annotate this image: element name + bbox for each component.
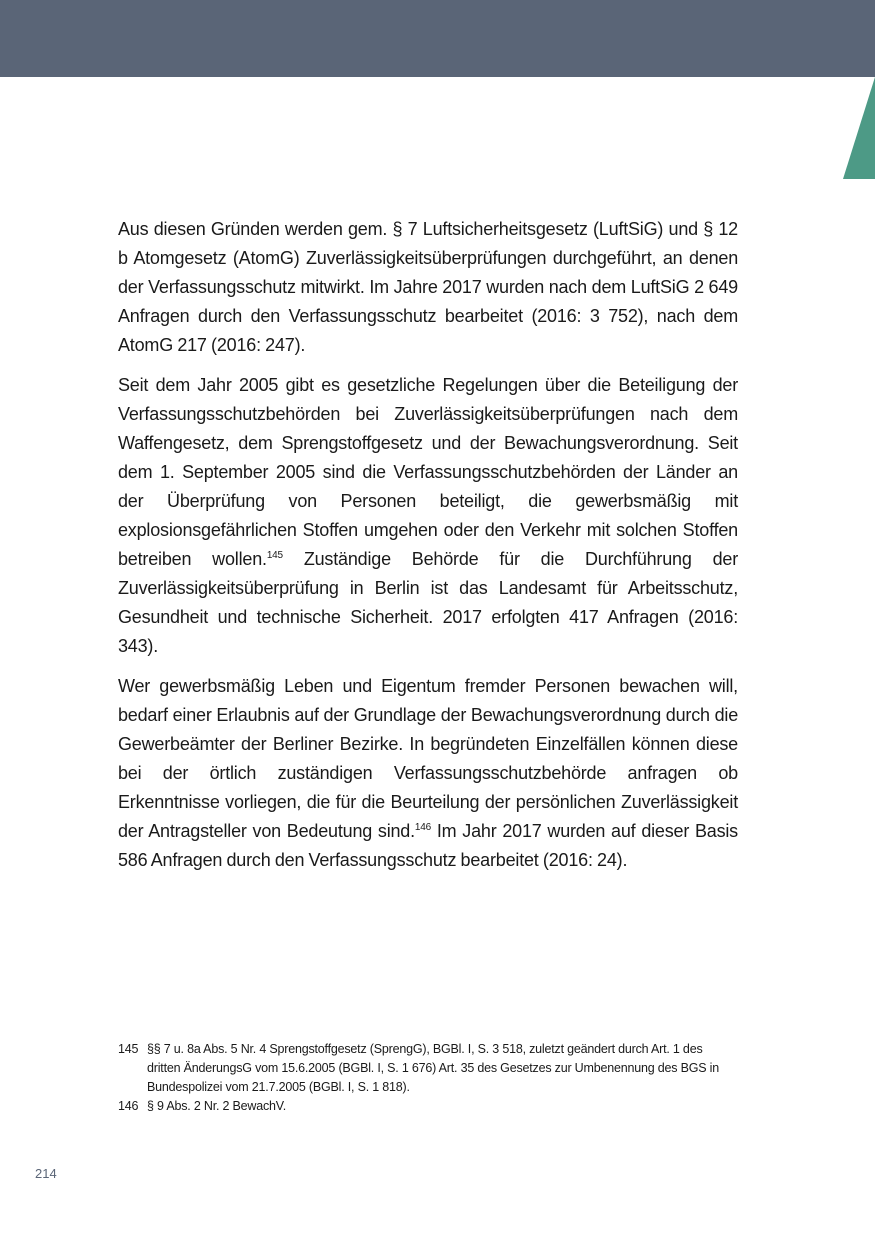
page-number: 214 — [35, 1166, 57, 1181]
body-text — [118, 215, 738, 886]
paragraph-2-text-after: Zuständige Behörde für die Durchführung der Zuverlässigkeitsüberprüfung in Berlin ist das Landesamt für Arbeitsschutz, Gesundheit und technische Sicherheit. 2017 erfolgten 417 Anfragen (2016: 343). — [118, 549, 738, 656]
paragraph-2 — [118, 371, 738, 661]
footnote-number: 145 — [118, 1042, 139, 1056]
paragraph-2-text-before: Seit dem Jahr 2005 gibt es gesetzliche Regelungen über die Beteiligung der Verfassungsschutzbehörden bei Zuverlässigkeitsüberprüfungen nach dem Waffengesetz, dem Sprengstoffgesetz und der Bewachungsverordnung. Seit dem 1. September 2005 sind die Verfassungsschutzbehörden der Länder an der Überprüfung von Personen beteiligt, die gewerbsmäßig mit explosionsgefährlichen Stoffen umgehen oder den Verkehr mit solchen Stoffen betreiben wollen. — [118, 375, 738, 569]
footnote-text: § 9 Abs. 2 Nr. 2 BewachV. — [147, 1099, 287, 1113]
header-band — [0, 0, 875, 77]
paragraph-1: Aus diesen Gründen werden gem. § 7 Luftsicherheitsgesetz (LuftSiG) und § 12 b Atomgesetz (AtomG) Zuverlässigkeitsüberprüfungen durchgeführt, an denen der Verfassungsschutz mitwirkt. Im Jahre 2017 wurden nach dem LuftSiG 2 649 Anfragen durch den Verfassungsschutz bearbeitet (2016: 3 752), nach dem AtomG 217 (2016: 247). — [118, 219, 738, 355]
footnotes — [118, 1040, 738, 1116]
chapter-marker-tab — [843, 77, 875, 179]
paragraph-3-text-before: Wer gewerbsmäßig Leben und Eigentum fremder Personen bewachen will, bedarf einer Erlaubnis auf der Grundlage der Bewachungsverordnung durch die Gewerbeämter der Berliner Bezirke. In begründeten Einzelfällen können diese bei der örtlich zuständigen Verfassungsschutzbehörde anfragen ob Erkenntnisse vorliegen, die für die Beurteilung der persönlichen Zuverlässigkeit der Antragsteller von Bedeutung sind. — [118, 676, 738, 841]
footnote-145 — [118, 1040, 738, 1097]
paragraph-3 — [118, 672, 738, 875]
footnote-ref-146[interactable]: 146 — [414, 822, 432, 833]
footnote-ref-145[interactable]: 145 — [266, 550, 283, 561]
footnote-text: §§ 7 u. 8a Abs. 5 Nr. 4 Sprengstoffgesetz (SprengG), BGBl. I, S. 3 518, zuletzt geändert durch Art. 1 des dritten ÄnderungsG vom 15.6.2005 (BGBl. I, S. 1 676) Art. 35 des Gesetzes zur Umbenennung des BGS in Bundespolizei vom 21.7.2005 (BGBl. I, S. 1 818). — [147, 1042, 719, 1094]
footnote-146 — [118, 1097, 738, 1116]
footnote-number: 146 — [118, 1099, 139, 1113]
paragraph-3-text-after: Im Jahr 2017 wurden auf dieser Basis 586 Anfragen durch den Verfassungsschutz bearbeitet (2016: 24). — [118, 821, 738, 870]
